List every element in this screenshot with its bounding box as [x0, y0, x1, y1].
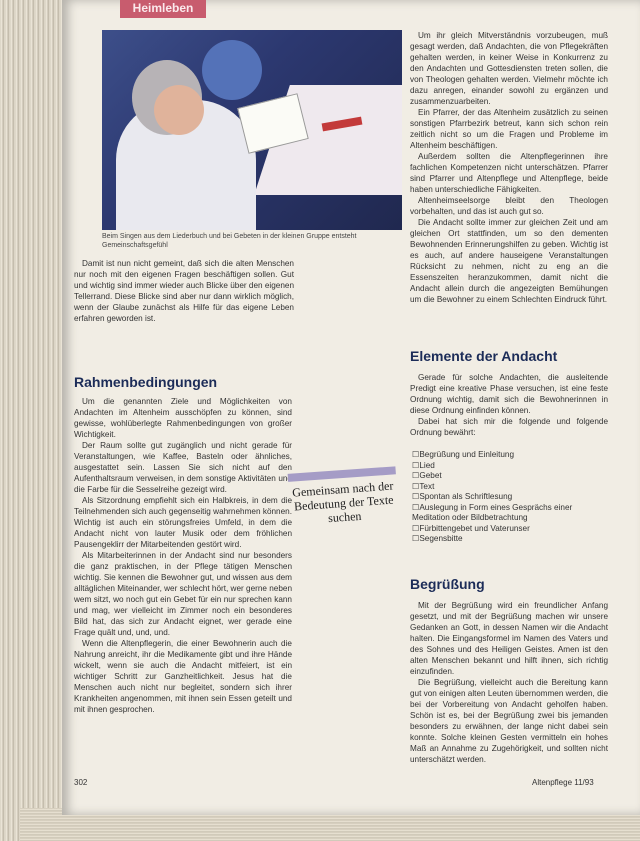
list-item: ☐ Gebet — [412, 471, 612, 482]
paragraph: Damit ist nun nicht gemeint, daß sich die alten Menschen nur noch mit den eigenen Fragen beschäftigen sollen. Gut und wichtig sind immer wieder auch Blicke über den eigenen Tellerrand. Diese Blicke sind aber nur dann wirklich möglich, wenn der Glaube zunächst als Hilfe für das eigene Leben erfahren geworden ist. — [74, 259, 294, 323]
paragraph: Gerade für solche Andachten, die ausleitende Predigt eine kreative Phase versuchen, ist eine feste Ordnung wichtig, damit sich die Bewohnerinnen in diese Ordnung einfinden können. — [410, 373, 608, 415]
paragraph: Dabei hat sich mir die folgende und folgende Ordnung bewährt: — [410, 417, 608, 437]
issue-label: Altenpflege 11/93 — [532, 778, 594, 787]
pull-quote: Gemeinsam nach der Bedeutung der Texte suchen — [288, 466, 401, 545]
magazine-page — [62, 0, 640, 815]
page-number: 302 — [74, 778, 88, 787]
list-item: ☐ Segensbitte — [412, 534, 612, 545]
paragraph: Als Mitarbeiterinnen in der Andacht sind nur besonders die ganz praktischen, in der Pflege tätigen Menschen wichtig. Sie kennen die Bewohner gut, und wissen aus dem alltäglichen Miteinander, wer schlecht hört, wer gerne neben wem sitzt, wo noch gut ein Gebet für ein nur sprechen kann und mag, wer vielleicht im Zimmer noch ein besonderes Bild hat, das sich zur Andacht eignet, wer gerade eine Frage quält und, und, und. — [74, 551, 293, 637]
left-column — [74, 258, 294, 324]
paragraph: Um ihr gleich Mitverständnis vorzubeugen, muß gesagt werden, daß Andachten, die von Pflegekräften gehalten werden, in keiner Weise in Konkurrenz zu den Andachten und Gottesdiensten treten sollen, die von Theologen gehalten werden. Vielmehr möchte ich dazu anregen, einander sowohl zu ergänzen und zusammenzuarbeiten. — [410, 31, 608, 106]
list-item: ☐ Begrüßung und Einleitung — [412, 450, 612, 461]
section-tab: Heimleben — [120, 0, 206, 18]
right-column-begruessung — [410, 600, 608, 765]
photo-figure-background — [202, 40, 262, 100]
list-item: ☐ Lied — [412, 461, 612, 472]
paragraph: Wenn die Altenpflegerin, die einer Bewohnerin auch die Nahrung anreicht, ihr die Medikamente gibt und ihre Hände wickelt, wenn sie auch die Andacht mitfeiert, ist ein wichtiger Schritt zur Ganzheitlichkeit. Jesus hat die Menschen auch nicht nur begleitet, sondern sich ihrer Krankheiten angenommen, mit ihnen sein Essen geteilt und mit ihnen gesprochen. — [74, 639, 292, 714]
andacht-order-list — [412, 450, 612, 545]
photo-elderly-reading — [102, 30, 402, 230]
book-page-edges — [0, 0, 70, 841]
paragraph: Der Raum sollte gut zugänglich und nicht gerade für Veranstaltungen, wie Kaffee, Basteln oder ähnliches, ausgestattet sein. Lassen Sie sich nicht auf den Aufenthaltsraum verweisen, in dem sonstige Aktivitäten und die Farbe für die Sesselreihe gezeigt wird. — [74, 441, 292, 494]
paragraph: Ein Pfarrer, der das Altenheim zusätzlich zu seinen sonstigen Pfarrbezirk betreut, kann sich schon rein zeitlich nicht so um die Fragen und Probleme im Altenheim beschäftigen. — [410, 108, 608, 150]
right-column-top — [410, 30, 608, 305]
list-item: ☐ Spontan als Schriftlesung — [412, 492, 612, 503]
photo-caption: Beim Singen aus dem Liederbuch und bei Gebeten in der kleinen Gruppe entsteht Gemeinschaftsgefühl — [102, 233, 357, 249]
list-item: ☐ Auslegung in Form eines Gesprächs einer Meditation oder Bildbetrachtung — [412, 503, 612, 524]
heading-rahmenbedingungen: Rahmenbedingungen — [74, 374, 218, 390]
photo-face — [154, 85, 204, 135]
right-column-elemente — [410, 372, 608, 438]
heading-begruessung: Begrüßung — [410, 576, 485, 592]
paragraph: Die Begrüßung, vielleicht auch die Bereitung kann gut von einigen alten Leuten übernommen werden, die bei der Vorbereitung von Andacht geholfen haben. Schön ist es, bei der Begrüßung zwei bis jemanden besonders zu erwähnen, der lange nicht dabei sein konnte. Solche kleinen Gesten vermitteln ein hohes Maß an Annahme zu Zugehörigkeit, und sollten nicht unterschätzt werden. — [410, 678, 609, 764]
heading-elemente: Elemente der Andacht — [410, 348, 558, 364]
paragraph: Mit der Begrüßung wird ein freundlicher Anfang gesetzt, und mit der Begrüßung machen wir unsere Gedanken an Gott, in dessen Namen wir die Andacht halten. Die Eingangsformel im Namen des Vaters und des Sohnes und des Heiligen Geistes. Amen ist den alten Menschen bekannt und hilft ihnen, sich richtig einzufinden. — [410, 601, 608, 676]
paragraph: Außerdem sollten die Altenpflegerinnen ihre fachlichen Kompetenzen nicht unterschätzen. Pfarrer sind Pfarrer und Altenpflege und Altenpflege, beide haben unterschiedliche Fähigkeiten. — [410, 152, 608, 194]
list-item: ☐ Text — [412, 482, 612, 493]
paragraph: Um die genannten Ziele und Möglichkeiten von Andachten im Altenheim ausschöpfen zu können, sind gewisse, wohlüberlegte Rahmenbedingungen von großer Wichtigkeit. — [74, 397, 292, 439]
paragraph: Die Andacht sollte immer zur gleichen Zeit und am gleichen Ort stattfinden, um so den dementen Bewohnenden Erinnerungshilfen zu geben. Wichtig ist es auch, auf andere hauseigene Veranstaltungen Rücksicht zu nehmen, nicht zu eng an die Essenszeiten heranzukommen, damit nicht die Andacht allein durch die angezeigten Bemühungen um die Bewohner zu einem Schlechten Eindruck führt. — [410, 218, 608, 304]
left-column-rahmen — [74, 396, 292, 715]
paragraph: Als Sitzordnung empfiehlt sich ein Halbkreis, in dem die Teilnehmenden sich auch gegenseitig wahrnehmen können. Wichtig ist auch ein störungsfreies Umfeld, in dem die Andacht nicht von lauter Musik oder dem fröhlichen Pausengeklirr der Mitarbeitenden gestört wird. — [74, 496, 292, 549]
paragraph: Altenheimseelsorge bleibt den Theologen vorbehalten, und das ist auch gut so. — [410, 196, 608, 216]
list-item: ☐ Fürbittengebet und Vaterunser — [412, 524, 612, 535]
